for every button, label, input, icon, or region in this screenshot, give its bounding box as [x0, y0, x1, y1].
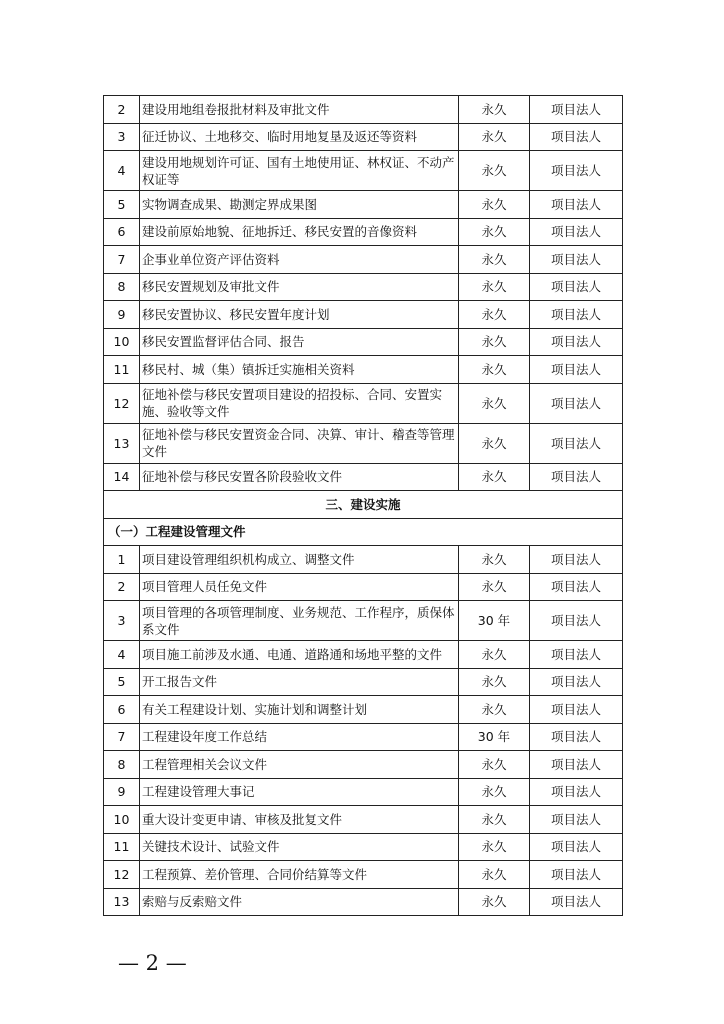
section-title: 三、建设实施 — [104, 491, 623, 519]
retention-term: 永久 — [459, 806, 530, 834]
custodian: 项目法人 — [530, 696, 623, 724]
row-title: 工程建设年度工作总结 — [140, 723, 459, 751]
custodian: 项目法人 — [530, 356, 623, 384]
retention-term: 永久 — [459, 123, 530, 151]
row-title: 移民村、城（集）镇拆迁实施相关资料 — [140, 356, 459, 384]
retention-term: 永久 — [459, 573, 530, 601]
row-title: 工程管理相关会议文件 — [140, 751, 459, 779]
table-row — [104, 151, 623, 191]
table-section-a — [104, 96, 623, 491]
row-title: 建设用地规划许可证、国有土地使用证、林权证、不动产权证等 — [140, 151, 459, 191]
table-row — [104, 273, 623, 301]
row-title: 征迁协议、土地移交、临时用地复垦及返还等资料 — [140, 123, 459, 151]
retention-term: 永久 — [459, 546, 530, 574]
row-title: 有关工程建设计划、实施计划和调整计划 — [140, 696, 459, 724]
table-row — [104, 356, 623, 384]
row-number: 9 — [104, 778, 140, 806]
retention-term: 永久 — [459, 151, 530, 191]
row-title: 移民安置规划及审批文件 — [140, 273, 459, 301]
row-number: 6 — [104, 696, 140, 724]
retention-term: 永久 — [459, 751, 530, 779]
table-section-b — [104, 546, 623, 916]
row-number: 8 — [104, 751, 140, 779]
row-number: 10 — [104, 806, 140, 834]
row-title: 开工报告文件 — [140, 668, 459, 696]
table-row — [104, 573, 623, 601]
table-row — [104, 218, 623, 246]
row-number: 2 — [104, 96, 140, 124]
row-title: 企事业单位资产评估资料 — [140, 246, 459, 274]
table-row — [104, 861, 623, 889]
retention-term: 永久 — [459, 191, 530, 219]
custodian: 项目法人 — [530, 96, 623, 124]
row-number: 5 — [104, 191, 140, 219]
row-number: 12 — [104, 383, 140, 423]
retention-term: 永久 — [459, 668, 530, 696]
table-row — [104, 383, 623, 423]
custodian: 项目法人 — [530, 888, 623, 916]
row-title: 移民安置监督评估合同、报告 — [140, 328, 459, 356]
row-number: 9 — [104, 301, 140, 329]
row-title: 工程建设管理大事记 — [140, 778, 459, 806]
custodian: 项目法人 — [530, 546, 623, 574]
custodian: 项目法人 — [530, 151, 623, 191]
table-row — [104, 191, 623, 219]
table-row — [104, 328, 623, 356]
row-number: 5 — [104, 668, 140, 696]
row-number: 4 — [104, 641, 140, 669]
row-title: 项目建设管理组织机构成立、调整文件 — [140, 546, 459, 574]
retention-term: 永久 — [459, 696, 530, 724]
custodian: 项目法人 — [530, 383, 623, 423]
row-title: 关键技术设计、试验文件 — [140, 833, 459, 861]
custodian: 项目法人 — [530, 573, 623, 601]
row-title: 项目施工前涉及水通、电通、道路通和场地平整的文件 — [140, 641, 459, 669]
custodian: 项目法人 — [530, 601, 623, 641]
row-title: 征地补偿与移民安置项目建设的招投标、合同、安置实施、验收等文件 — [140, 383, 459, 423]
table-row — [104, 601, 623, 641]
retention-term: 永久 — [459, 301, 530, 329]
custodian: 项目法人 — [530, 751, 623, 779]
row-title: 索赔与反索赔文件 — [140, 888, 459, 916]
retention-term: 30 年 — [459, 601, 530, 641]
table-row — [104, 778, 623, 806]
custodian: 项目法人 — [530, 218, 623, 246]
row-number: 10 — [104, 328, 140, 356]
retention-term: 永久 — [459, 463, 530, 491]
retention-term: 永久 — [459, 888, 530, 916]
row-number: 3 — [104, 123, 140, 151]
row-number: 12 — [104, 861, 140, 889]
row-number: 4 — [104, 151, 140, 191]
retention-term: 永久 — [459, 833, 530, 861]
table-row — [104, 806, 623, 834]
retention-term: 永久 — [459, 383, 530, 423]
row-title: 工程预算、差价管理、合同价结算等文件 — [140, 861, 459, 889]
row-number: 1 — [104, 546, 140, 574]
retention-term: 30 年 — [459, 723, 530, 751]
row-number: 7 — [104, 246, 140, 274]
custodian: 项目法人 — [530, 723, 623, 751]
row-number: 13 — [104, 888, 140, 916]
custodian: 项目法人 — [530, 301, 623, 329]
retention-term: 永久 — [459, 778, 530, 806]
table-row — [104, 696, 623, 724]
custodian: 项目法人 — [530, 246, 623, 274]
retention-term: 永久 — [459, 273, 530, 301]
row-number: 7 — [104, 723, 140, 751]
retention-term: 永久 — [459, 356, 530, 384]
row-title: 征地补偿与移民安置资金合同、决算、审计、稽查等管理文件 — [140, 423, 459, 463]
retention-term: 永久 — [459, 328, 530, 356]
table-row — [104, 123, 623, 151]
table-row — [104, 546, 623, 574]
retention-term: 永久 — [459, 423, 530, 463]
custodian: 项目法人 — [530, 833, 623, 861]
section-header-group — [104, 491, 623, 546]
table-row — [104, 888, 623, 916]
table-row — [104, 641, 623, 669]
row-title: 移民安置协议、移民安置年度计划 — [140, 301, 459, 329]
custodian: 项目法人 — [530, 668, 623, 696]
custodian: 项目法人 — [530, 641, 623, 669]
row-title: 项目管理的各项管理制度、业务规范、工作程序，质保体系文件 — [140, 601, 459, 641]
custodian: 项目法人 — [530, 191, 623, 219]
row-title: 项目管理人员任免文件 — [140, 573, 459, 601]
table-row — [104, 301, 623, 329]
archive-table — [103, 95, 623, 916]
table-row — [104, 246, 623, 274]
row-number: 11 — [104, 833, 140, 861]
table-row — [104, 751, 623, 779]
table-row — [104, 463, 623, 491]
subsection-title: （一）工程建设管理文件 — [104, 518, 623, 546]
custodian: 项目法人 — [530, 123, 623, 151]
custodian: 项目法人 — [530, 423, 623, 463]
row-number: 2 — [104, 573, 140, 601]
custodian: 项目法人 — [530, 861, 623, 889]
row-number: 14 — [104, 463, 140, 491]
page-number: — 2 — — [118, 951, 187, 975]
table-row — [104, 423, 623, 463]
custodian: 项目法人 — [530, 778, 623, 806]
retention-term: 永久 — [459, 641, 530, 669]
row-number: 11 — [104, 356, 140, 384]
row-title: 建设前原始地貌、征地拆迁、移民安置的音像资料 — [140, 218, 459, 246]
custodian: 项目法人 — [530, 328, 623, 356]
table-row — [104, 668, 623, 696]
row-title: 征地补偿与移民安置各阶段验收文件 — [140, 463, 459, 491]
row-title: 实物调查成果、勘测定界成果图 — [140, 191, 459, 219]
table-row — [104, 96, 623, 124]
table-row — [104, 723, 623, 751]
row-number: 6 — [104, 218, 140, 246]
row-title: 建设用地组卷报批材料及审批文件 — [140, 96, 459, 124]
row-number: 13 — [104, 423, 140, 463]
table-row — [104, 833, 623, 861]
row-number: 3 — [104, 601, 140, 641]
row-number: 8 — [104, 273, 140, 301]
retention-term: 永久 — [459, 246, 530, 274]
retention-term: 永久 — [459, 861, 530, 889]
retention-term: 永久 — [459, 96, 530, 124]
custodian: 项目法人 — [530, 463, 623, 491]
custodian: 项目法人 — [530, 806, 623, 834]
retention-term: 永久 — [459, 218, 530, 246]
row-title: 重大设计变更申请、审核及批复文件 — [140, 806, 459, 834]
custodian: 项目法人 — [530, 273, 623, 301]
